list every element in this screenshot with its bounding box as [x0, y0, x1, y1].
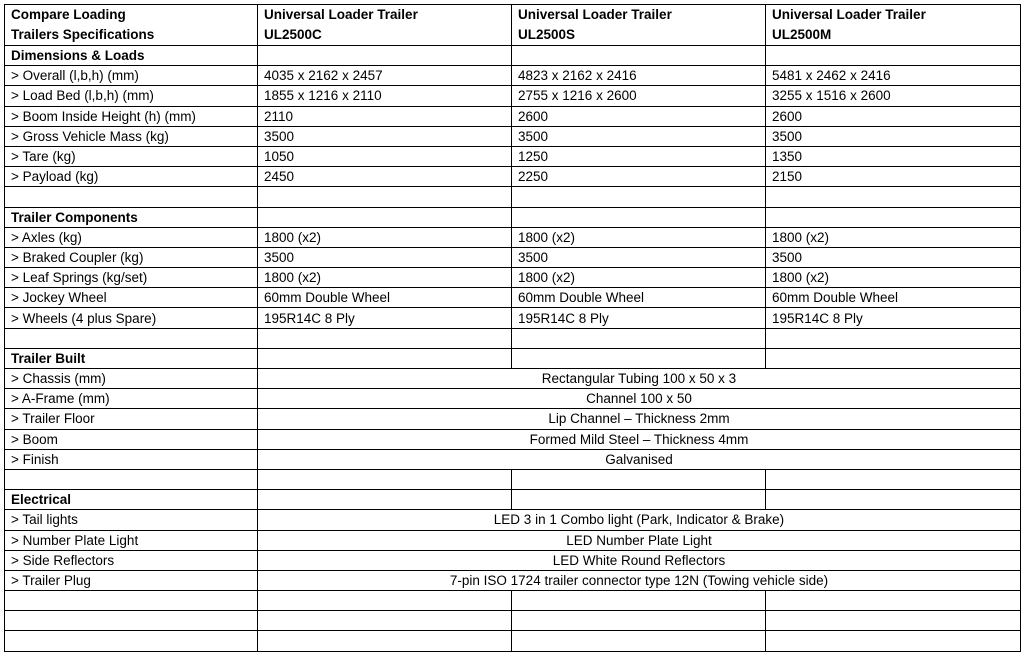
cell-ul2500c: 2450	[258, 167, 512, 187]
blank-row	[5, 591, 1021, 611]
row-label: > Number Plate Light	[5, 530, 258, 550]
cell-ul2500c: 3500	[258, 126, 512, 146]
table-row	[5, 86, 1021, 106]
cell-ul2500s: 2600	[512, 106, 766, 126]
cell-ul2500s: 2250	[512, 167, 766, 187]
row-label: > Boom Inside Height (h) (mm)	[5, 106, 258, 126]
table-row	[5, 227, 1021, 247]
table-row	[5, 268, 1021, 288]
cell-ul2500c: 1800 (x2)	[258, 227, 512, 247]
empty-cell	[5, 187, 258, 207]
section-row-dimensions	[5, 46, 1021, 66]
cell-ul2500s: 3500	[512, 126, 766, 146]
model-code: UL2500M	[772, 27, 832, 42]
table-row	[5, 550, 1021, 570]
empty-cell	[512, 591, 766, 611]
blank-row	[5, 328, 1021, 348]
merged-value-cell: Formed Mild Steel – Thickness 4mm	[258, 429, 1021, 449]
section-title: Dimensions & Loads	[5, 46, 258, 66]
table-row	[5, 530, 1021, 550]
merged-value-cell: LED Number Plate Light	[258, 530, 1021, 550]
empty-cell	[766, 348, 1021, 368]
row-label: > Boom	[5, 429, 258, 449]
blank-row	[5, 187, 1021, 207]
model-code: UL2500C	[264, 27, 322, 42]
cell-ul2500c: 3500	[258, 247, 512, 267]
merged-value-cell: LED White Round Reflectors	[258, 550, 1021, 570]
empty-cell	[512, 187, 766, 207]
cell-ul2500m: 5481 x 2462 x 2416	[766, 66, 1021, 86]
cell-ul2500m: 3255 x 1516 x 2600	[766, 86, 1021, 106]
empty-cell	[5, 611, 258, 631]
cell-ul2500s: 195R14C 8 Ply	[512, 308, 766, 328]
model-name: Universal Loader Trailer	[772, 7, 926, 22]
table-row	[5, 167, 1021, 187]
empty-cell	[766, 591, 1021, 611]
cell-ul2500c: 4035 x 2162 x 2457	[258, 66, 512, 86]
row-label: > Tare (kg)	[5, 146, 258, 166]
model-header-ul2500c	[258, 5, 512, 46]
table-row	[5, 389, 1021, 409]
empty-cell	[766, 469, 1021, 489]
cell-ul2500m: 195R14C 8 Ply	[766, 308, 1021, 328]
cell-ul2500s: 1800 (x2)	[512, 268, 766, 288]
empty-cell	[258, 469, 512, 489]
cell-ul2500s: 4823 x 2162 x 2416	[512, 66, 766, 86]
empty-cell	[512, 631, 766, 651]
model-header-ul2500s	[512, 5, 766, 46]
cell-ul2500m: 1350	[766, 146, 1021, 166]
table-row	[5, 106, 1021, 126]
cell-ul2500m: 1800 (x2)	[766, 268, 1021, 288]
empty-cell	[5, 591, 258, 611]
empty-cell	[766, 490, 1021, 510]
header-row	[5, 5, 1021, 46]
empty-cell	[258, 348, 512, 368]
cell-ul2500c: 1800 (x2)	[258, 268, 512, 288]
cell-ul2500s: 3500	[512, 247, 766, 267]
cell-ul2500s: 1800 (x2)	[512, 227, 766, 247]
table-title-line1: Compare Loading	[11, 7, 126, 22]
merged-value-cell: LED 3 in 1 Combo light (Park, Indicator & Brake)	[258, 510, 1021, 530]
table-row	[5, 308, 1021, 328]
spec-comparison-table	[4, 4, 1021, 652]
row-label: > Gross Vehicle Mass (kg)	[5, 126, 258, 146]
table-row	[5, 429, 1021, 449]
empty-cell	[766, 187, 1021, 207]
table-row	[5, 369, 1021, 389]
empty-cell	[258, 591, 512, 611]
table-row	[5, 510, 1021, 530]
merged-value-cell: Rectangular Tubing 100 x 50 x 3	[258, 369, 1021, 389]
table-row	[5, 570, 1021, 590]
table-title-line2: Trailers Specifications	[11, 27, 155, 42]
section-row-built	[5, 348, 1021, 368]
section-row-components	[5, 207, 1021, 227]
row-label: > Finish	[5, 449, 258, 469]
table-row	[5, 409, 1021, 429]
row-label: > Chassis (mm)	[5, 369, 258, 389]
empty-cell	[766, 207, 1021, 227]
cell-ul2500s: 1250	[512, 146, 766, 166]
row-label: > Axles (kg)	[5, 227, 258, 247]
empty-cell	[258, 611, 512, 631]
merged-value-cell: 7-pin ISO 1724 trailer connector type 12N (Towing vehicle side)	[258, 570, 1021, 590]
merged-value-cell: Lip Channel – Thickness 2mm	[258, 409, 1021, 429]
empty-cell	[258, 631, 512, 651]
table-row	[5, 126, 1021, 146]
row-label: > Jockey Wheel	[5, 288, 258, 308]
cell-ul2500m: 1800 (x2)	[766, 227, 1021, 247]
empty-cell	[766, 611, 1021, 631]
row-label: > Leaf Springs (kg/set)	[5, 268, 258, 288]
blank-row	[5, 469, 1021, 489]
section-title: Trailer Built	[5, 348, 258, 368]
cell-ul2500c: 195R14C 8 Ply	[258, 308, 512, 328]
cell-ul2500m: 2600	[766, 106, 1021, 126]
empty-cell	[5, 631, 258, 651]
merged-value-cell: Galvanised	[258, 449, 1021, 469]
empty-cell	[258, 328, 512, 348]
cell-ul2500c: 1855 x 1216 x 2110	[258, 86, 512, 106]
row-label: > Wheels (4 plus Spare)	[5, 308, 258, 328]
empty-cell	[258, 207, 512, 227]
empty-cell	[258, 490, 512, 510]
section-title: Trailer Components	[5, 207, 258, 227]
empty-cell	[5, 469, 258, 489]
table-title-cell	[5, 5, 258, 46]
row-label: > Load Bed (l,b,h) (mm)	[5, 86, 258, 106]
empty-cell	[258, 187, 512, 207]
row-label: > Tail lights	[5, 510, 258, 530]
model-header-ul2500m	[766, 5, 1021, 46]
empty-cell	[258, 46, 512, 66]
blank-row	[5, 631, 1021, 651]
row-label: > Payload (kg)	[5, 167, 258, 187]
cell-ul2500c: 60mm Double Wheel	[258, 288, 512, 308]
empty-cell	[512, 328, 766, 348]
model-name: Universal Loader Trailer	[264, 7, 418, 22]
row-label: > Trailer Plug	[5, 570, 258, 590]
cell-ul2500m: 3500	[766, 126, 1021, 146]
row-label: > Trailer Floor	[5, 409, 258, 429]
empty-cell	[512, 207, 766, 227]
table-row	[5, 449, 1021, 469]
empty-cell	[766, 46, 1021, 66]
cell-ul2500s: 60mm Double Wheel	[512, 288, 766, 308]
blank-row	[5, 611, 1021, 631]
table-row	[5, 66, 1021, 86]
section-row-electrical	[5, 490, 1021, 510]
merged-value-cell: Channel 100 x 50	[258, 389, 1021, 409]
table-row	[5, 146, 1021, 166]
row-label: > Braked Coupler (kg)	[5, 247, 258, 267]
empty-cell	[512, 611, 766, 631]
empty-cell	[766, 328, 1021, 348]
row-label: > A-Frame (mm)	[5, 389, 258, 409]
empty-cell	[512, 46, 766, 66]
empty-cell	[512, 490, 766, 510]
table-row	[5, 288, 1021, 308]
row-label: > Side Reflectors	[5, 550, 258, 570]
model-name: Universal Loader Trailer	[518, 7, 672, 22]
cell-ul2500c: 1050	[258, 146, 512, 166]
empty-cell	[766, 631, 1021, 651]
cell-ul2500m: 60mm Double Wheel	[766, 288, 1021, 308]
cell-ul2500s: 2755 x 1216 x 2600	[512, 86, 766, 106]
empty-cell	[512, 469, 766, 489]
empty-cell	[5, 328, 258, 348]
section-title: Electrical	[5, 490, 258, 510]
model-code: UL2500S	[518, 27, 576, 42]
table-row	[5, 247, 1021, 267]
empty-cell	[512, 348, 766, 368]
row-label: > Overall (l,b,h) (mm)	[5, 66, 258, 86]
cell-ul2500m: 2150	[766, 167, 1021, 187]
cell-ul2500c: 2110	[258, 106, 512, 126]
cell-ul2500m: 3500	[766, 247, 1021, 267]
